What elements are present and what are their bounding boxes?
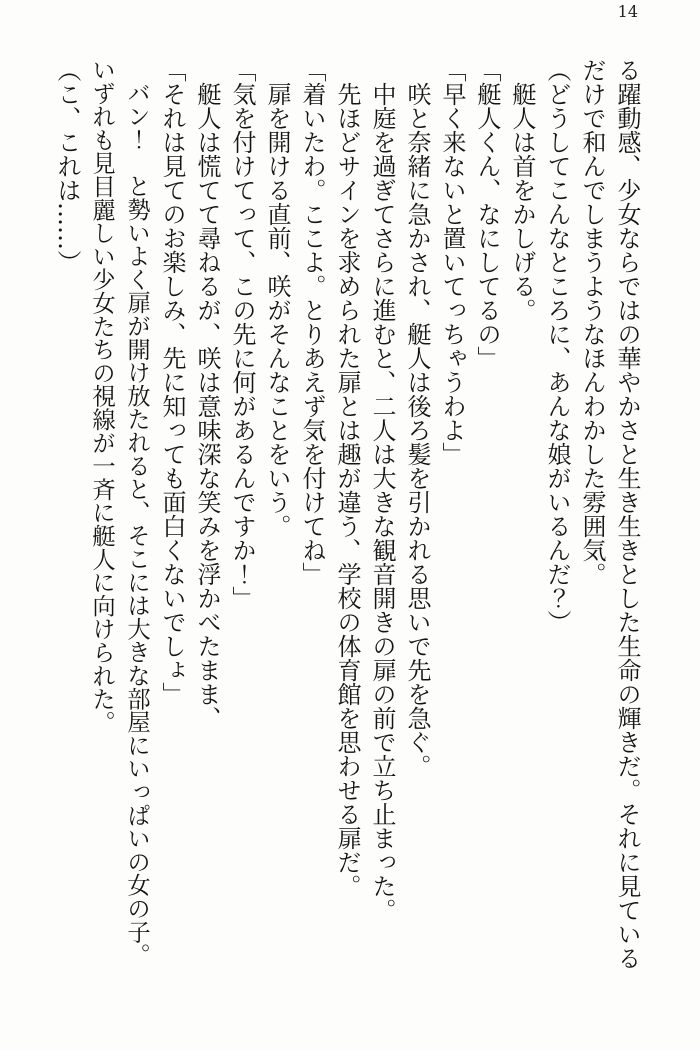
paragraph: （こ、これは……） bbox=[53, 58, 81, 274]
paragraph: る躍動感、少女ならではの華やかさと生き生きとした生命の輝きだ。それに見ているだけで和んでしまうようなほんわかした雰囲気。 bbox=[578, 58, 641, 970]
paragraph: 「早く来ないと置いてっちゃうわよ」 bbox=[438, 58, 466, 466]
text-block bbox=[49, 58, 644, 970]
paragraph: （どうしてこんなところに、あんな娘がいるんだ？） bbox=[543, 58, 571, 634]
paragraph: バン！ と勢いよく扉が開け放たれると、そこには大きな部屋にいっぱいの女の子。いずれも見目麗しい少女たちの視線が一斉に艇人に向けられた。 bbox=[88, 58, 150, 967]
paragraph: 「それは見てのお楽しみ、先に知っても面白くないでしょ」 bbox=[158, 58, 186, 706]
paragraph: 先ほどサインを求められた扉とは趣が違う、学校の体育館を思わせる扉だ。 bbox=[333, 82, 361, 898]
paragraph: 「着いたわ。ここよ。とりあえず気を付けてね」 bbox=[298, 58, 326, 586]
paragraph: 扉を開ける直前、咲がそんなことをいう。 bbox=[263, 82, 291, 538]
paragraph: 艇人は首をかしげる。 bbox=[508, 82, 536, 322]
paragraph: 中庭を過ぎてさらに進むと、二人は大きな観音開きの扉の前で立ち止まった。 bbox=[368, 82, 396, 922]
paragraph: 「艇人くん、なにしてるの」 bbox=[473, 58, 501, 370]
page-number: 14 bbox=[617, 2, 638, 21]
paragraph: 艇人は慌てて尋ねるが、咲は意味深な笑みを浮かべたまま、 bbox=[193, 82, 221, 730]
paragraph: 「気を付けてって、この先に何があるんですか！」 bbox=[228, 58, 256, 610]
paragraph: 咲と奈緒に急かされ、艇人は後ろ髪を引かれる思いで先を急ぐ。 bbox=[403, 82, 431, 778]
